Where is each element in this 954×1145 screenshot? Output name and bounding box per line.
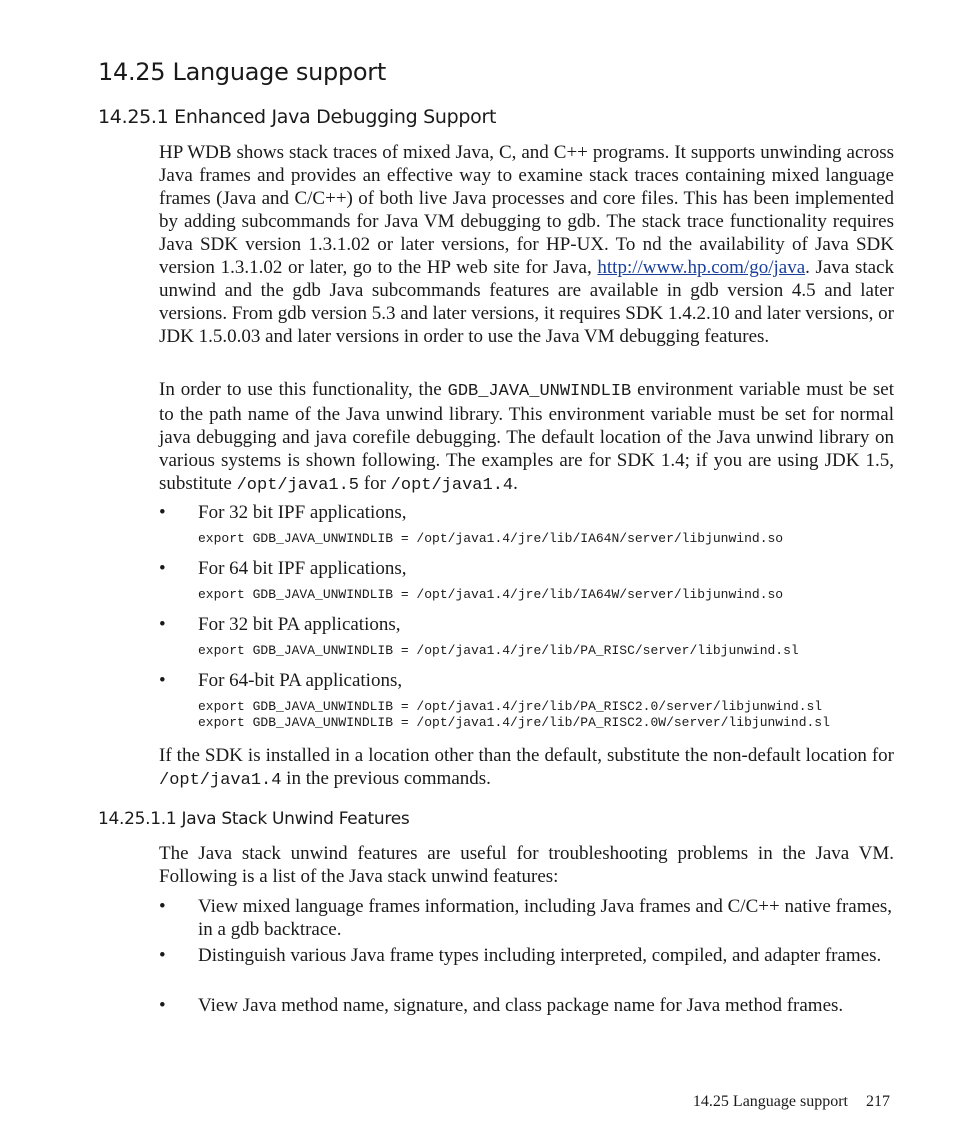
page-footer	[693, 1093, 890, 1111]
footer-section-title: 14.25 Language support	[692, 1093, 848, 1110]
feature-text: Distinguish various Java frame types including interpreted, compiled, and adapter frames.	[198, 945, 882, 966]
bullet-label: For 64-bit PA applications,	[198, 670, 403, 691]
location-text-1: If the SDK is installed in a location other than the default, substitute the non-default location for	[159, 745, 894, 766]
intro-text: HP WDB shows stack traces of mixed Java, C, and C++ programs. It supports unwinding across Java frames and provides an effective way to examine stack traces containing mixed language frames (Java and C/C++) of both live Java processes and core files. This has been implemented by adding subcommands for Java VM debugging to gdb. The stack trace functionality requires Java SDK version 1.3.1.02 or later versions, for HP-UX. To nd the availability of Java SDK version 1.3.1.02 or later, go to the HP web site for Java,	[159, 142, 894, 278]
location-text-2: in the previous commands.	[281, 768, 491, 789]
bullet-icon: •	[159, 670, 166, 691]
bullet-icon: •	[159, 502, 166, 523]
code-block: export GDB_JAVA_UNWINDLIB = /opt/java1.4/jre/lib/PA_RISC/server/libjunwind.sl	[198, 643, 799, 658]
bullet-label: For 32 bit IPF applications,	[198, 502, 407, 523]
page-number: 217	[866, 1093, 890, 1110]
env-text-1: In order to use this functionality, the	[159, 379, 448, 400]
non-default-location-paragraph	[159, 744, 894, 792]
bullet-icon: •	[159, 945, 166, 966]
bullet-icon: •	[159, 896, 166, 917]
java15-path-code: /opt/java1.5	[236, 476, 360, 495]
feature-text: View mixed language frames information, including Java frames and C/C++ native frames, in a gdb backtrace.	[198, 896, 893, 940]
java14-path-code: /opt/java1.4	[159, 771, 282, 790]
code-block: export GDB_JAVA_UNWINDLIB = /opt/java1.4/jre/lib/PA_RISC2.0/server/libjunwind.sl export GDB_JAVA_UNWINDLIB = /opt/java1.4/jre/lib/PA_RISC2.0W/server/libjunwind.sl	[198, 699, 830, 730]
intro-paragraph	[159, 141, 894, 348]
bullet-label: For 64 bit IPF applications,	[198, 558, 407, 579]
subsubsection-heading: 14.25.1.1 Java Stack Unwind Features	[98, 809, 410, 829]
env-text-3: for	[359, 473, 391, 494]
subsection-heading: 14.25.1 Enhanced Java Debugging Support	[98, 106, 497, 128]
code-block: export GDB_JAVA_UNWINDLIB = /opt/java1.4/jre/lib/IA64W/server/libjunwind.so	[198, 587, 784, 602]
code-block: export GDB_JAVA_UNWINDLIB = /opt/java1.4/jre/lib/IA64N/server/libjunwind.so	[198, 531, 784, 546]
hp-java-link[interactable]: http://www.hp.com/go/java	[597, 257, 806, 278]
features-intro-paragraph: The Java stack unwind features are useful for troubleshooting problems in the Java VM. Following is a list of the Java stack unwind features:	[159, 843, 894, 887]
bullet-icon: •	[159, 558, 166, 579]
env-var-code: GDB_JAVA_UNWINDLIB	[447, 382, 632, 401]
bullet-label: For 32 bit PA applications,	[198, 614, 401, 635]
bullet-icon: •	[159, 995, 166, 1016]
env-text-4: .	[513, 473, 518, 494]
java14-path-code: /opt/java1.4	[390, 476, 514, 495]
env-text-2: environment variable must be set to the path name of the Java unwind library. This environment variable must be set for normal java debugging and java corefile debugging. The default location of the Java unwind library on various systems is shown following. The examples are for SDK 1.4; if you are using JDK 1.5, substitute	[159, 379, 894, 494]
section-heading: 14.25 Language support	[98, 58, 386, 86]
bullet-icon: •	[159, 614, 166, 635]
env-variable-paragraph	[159, 378, 894, 497]
intro-text-continued: . Java stack unwind and the gdb Java subcommands features are available in gdb version 4.5 and later versions. From gdb version 5.3 and later versions, it requires SDK 1.4.2.10 and later versions, or JDK 1.5.0.03 and later versions in order to use the Java VM debugging features.	[159, 257, 894, 347]
feature-text: View Java method name, signature, and class package name for Java method frames.	[198, 995, 844, 1016]
